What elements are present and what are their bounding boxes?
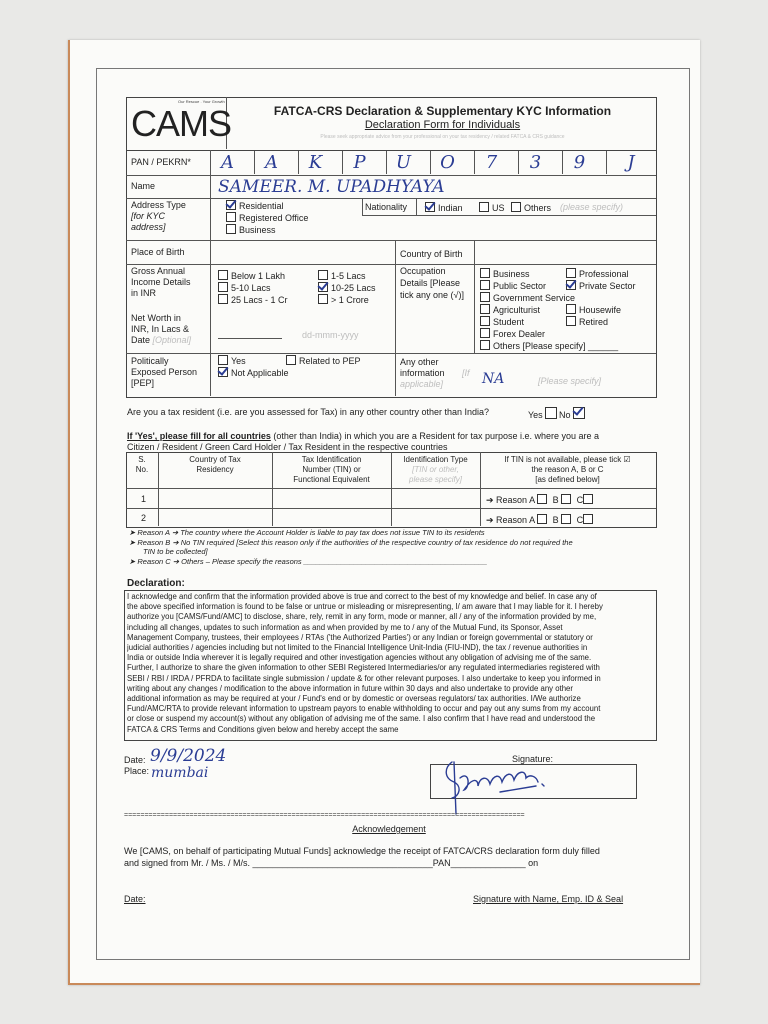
declaration-line: Further, I authorize to share the given information to other SEBI Registered Intermediaries/or any regulated intermediaries registered with [127,663,600,673]
checkbox-icon[interactable] [218,270,228,280]
pan-char[interactable]: A [210,151,244,174]
declaration-line: judicial authorities / agencies including but not limited to the Financial Intelligence Unit-India (FIU-IND), the tax / revenue authorities in [127,643,588,653]
option-label: No [559,410,571,420]
pan-char[interactable]: U [386,151,420,174]
place-of-birth-label: Place of Birth [131,247,185,257]
row-line [126,198,656,199]
option-label: 25 Lacs - 1 Cr [231,295,288,305]
pan-char[interactable]: J [606,151,655,174]
declaration-line: including all changes, updates to such information as and when provided by me to / any of the Mutual Fund, its Sponsor, Asset [127,622,563,632]
signature-label: Signature: [512,754,554,764]
col-line [416,198,417,215]
page-title: FATCA-CRS Declaration & Supplementary KYC Information [273,104,612,118]
other-info-hint: applicable] [400,379,444,389]
pan-char[interactable]: 3 [518,151,552,174]
pep-label: Exposed Person [131,367,198,377]
occupation-label: Details [Please [400,278,461,288]
pan-char[interactable]: 7 [474,151,508,174]
if-yes-text: Citizen / Resident / Green Card Holder / Tax Resident in the respective countries [127,442,448,452]
checkbox-icon[interactable] [479,202,489,212]
reason-label: C [576,495,584,505]
paper-edge [68,983,700,985]
checkbox-icon[interactable] [480,328,490,338]
header-text: Functional Equivalent [293,475,370,484]
checkbox-icon[interactable] [545,407,557,419]
option-label: Government Service [493,293,576,303]
reason-text: Reason B ➔ No TIN required [Select this reason only if the authorities of the respective country of tax residence do not required the [137,538,573,547]
address-label: address] [131,222,166,232]
reason-label: C [576,515,584,525]
occupation-option[interactable] [480,340,618,352]
row-line [126,353,656,354]
checkbox-icon[interactable] [480,316,490,326]
occupation-option[interactable] [480,280,546,292]
date-field[interactable]: 9/9/2024 [150,746,227,766]
income-label: in INR [131,288,157,298]
header-text: S. [138,455,146,464]
option-label: Professional [579,269,629,279]
reason-text: Reason C ➔ Others – Please specify the reasons ____________________________________________ [137,557,488,566]
cams-logo: CAMS [131,103,232,144]
handwritten-signature [440,748,560,820]
country-of-birth-label: Country of Birth [400,249,463,259]
reason-c-note: ➤ Reason C ➔ Others – Please specify the reasons ____________________________________________ [129,557,488,566]
occupation-option[interactable] [480,292,575,304]
checkbox-icon[interactable] [561,514,571,524]
other-info-label: Any other [400,357,439,367]
occupation-label: tick any one (√)] [400,290,464,300]
option-label: Housewife [579,305,622,315]
pep-option[interactable] [218,367,289,379]
col-header-sno [126,455,158,475]
if-yes-text: (other than India) in which you are a Resident for tax purpose i.e. where you are a [270,431,600,441]
networth-field[interactable] [218,338,282,339]
pep-label: Politically [131,356,169,366]
option-label: Retired [579,317,609,327]
place-label: Place: [124,766,150,776]
occupation-option[interactable] [480,268,530,280]
nationality-option[interactable] [425,202,463,214]
tax-yes-option[interactable] [528,407,560,421]
ack-text: and signed from Mr. / Ms. / M/s. ____________________________________PAN_______________ on [124,858,539,868]
occupation-option[interactable] [480,316,524,328]
reason-label: B [552,515,559,525]
pan-char[interactable]: 9 [562,151,596,174]
checkbox-icon[interactable] [480,304,490,314]
header-text: Number (TIN) or [302,465,361,474]
other-info-hint: [If [462,368,470,378]
checkbox-icon[interactable] [226,224,236,234]
reason-b-note: TIN to be collected] [143,547,208,556]
occupation-option[interactable] [480,328,545,340]
col-header-tin [272,455,391,485]
checkbox-icon[interactable] [561,494,571,504]
col-line [474,240,475,353]
checkbox-icon[interactable] [218,282,228,292]
header-text: Country of Tax [189,455,241,464]
nationality-hint: (please specify) [560,202,624,212]
networth-label: INR, In Lacs & [131,324,190,334]
reason-label: ➔ Reason A [486,495,535,505]
nationality-option[interactable] [479,202,505,214]
option-label: 5-10 Lacs [231,283,271,293]
option-label: Public Sector [493,281,547,291]
pan-char[interactable]: K [298,151,332,174]
option-label: US [492,203,505,213]
name-label: Name [131,181,156,191]
declaration-line: I acknowledge and confirm that the information provided above is true and correct to the best of my knowledge and belief. In case any of [127,592,597,601]
declaration-line: writing about any changes / modification to the above information in future within 30 days and also undertake to provide any other [127,683,573,693]
income-option[interactable] [318,282,376,294]
row-line [126,264,656,265]
place-field[interactable]: mumbai [151,765,209,781]
income-option[interactable] [218,270,285,282]
pan-char[interactable]: O [430,151,464,174]
row-line [126,175,656,176]
reason-label: ➔ Reason A [486,515,535,525]
option-label: Related to PEP [299,356,361,366]
ack-date-label: Date: [124,894,146,904]
col-line [395,240,396,264]
checkbox-icon[interactable] [480,280,490,290]
reason-b-note: ➤ Reason B ➔ No TIN required [Select this reason only if the authorities of the respective country of tax residence do not required the [129,538,573,547]
declaration-line: authorize you [CAMS/Fund/AMC] to disclose, share, rely, remit in any form, mode or manner, all / any of the information provided by me, [127,612,597,622]
declaration-line: SEBI / RBI / IRDA / PFRDA to facilitate single submission / update & for other relevant purposes. I also undertake to keep you informed in [127,673,601,683]
declaration-line: FATCA & CRS Terms and Conditions given below and hereby accept the same [127,724,399,734]
pep-label: [PEP] [131,378,155,388]
declaration-line: India or outside India wherever it is legally required and other investigation agencies without any obligation of advising me of the same. [127,653,592,663]
date-label: Date: [124,755,146,765]
option-label: Agriculturist [493,305,541,315]
ack-text: We [CAMS, on behalf of participating Mutual Funds] acknowledge the receipt of FATCA/CRS declaration form duly filled [124,846,600,856]
header-text: please specify] [409,475,462,484]
income-label: Gross Annual [131,266,186,276]
header-text: No. [135,465,149,474]
pep-option[interactable] [286,355,361,367]
networth-label: Net Worth in [131,313,181,323]
tax-resident-question: Are you a tax resident (i.e. are you assessed for Tax) in any other country other than India? [127,407,490,417]
header-text: Identification Type [403,455,468,464]
row-number: 1 [141,494,147,504]
income-option[interactable] [318,294,369,306]
pan-char[interactable]: A [254,151,288,174]
declaration-line: or close or suspend my account(s) without any obligation of advising me of the same. I also confirm that I have read and understood the [127,714,596,724]
checkbox-icon[interactable] [511,202,521,212]
reason-choices[interactable] [486,494,596,506]
checkbox-icon[interactable] [218,294,228,304]
checkbox-icon[interactable] [226,212,236,222]
occupation-option[interactable] [566,316,608,328]
address-option[interactable] [226,212,308,224]
pan-label: PAN / PEKRN* [131,157,191,167]
checkbox-icon[interactable] [318,294,328,304]
checkbox-icon[interactable] [425,202,435,212]
checkbox-icon[interactable] [318,282,328,292]
declaration-line: additional information as may be required at your / Fund's end or by domestic or overseas regulators/ tax authorities. I/We authorize [127,694,581,704]
checkbox-icon[interactable] [566,316,576,326]
checkbox-icon[interactable] [286,355,296,365]
paper-edge [68,40,70,985]
row-number: 2 [141,513,147,523]
option-label: Private Sector [579,281,636,291]
option-label: Yes [528,410,543,420]
checkbox-icon[interactable] [218,367,228,377]
option-label: Yes [231,356,246,366]
option-label: Not Applicable [231,368,289,378]
address-option[interactable] [226,200,284,212]
occupation-label: Occupation [400,266,446,276]
row-line [126,240,656,241]
checkbox-icon[interactable] [583,494,593,504]
declaration-line: Management Company, trustees, their employees / RTAs ('the Authorized Parties') or any Indian or foreign governmental or statutory or [127,632,593,642]
networth-label [131,335,191,346]
option-label: Student [493,317,525,327]
divider: ================================================================================================== [124,812,525,819]
checkbox-icon[interactable] [583,514,593,524]
other-info-hint: [Please specify] [538,376,602,386]
checkbox-icon[interactable] [573,407,585,419]
option-label: Business [493,269,530,279]
col-line [362,198,363,215]
networth-date-label: Date [131,335,151,345]
checkbox-icon[interactable] [480,292,490,302]
header-text: If TIN is not available, please tick ☑ [504,455,631,464]
header-note: Please seek appropriate advice from your professional on your tax residency / related FATCA & CRS guidance [320,134,565,140]
nationality-label: Nationality [365,202,408,212]
col-line [210,150,211,396]
option-label: 1-5 Lacs [331,271,366,281]
occupation-option[interactable] [566,280,636,292]
option-label: Indian [438,203,463,213]
page-subtitle: Declaration Form for Individuals [364,119,521,131]
checkbox-icon[interactable] [480,268,490,278]
income-option[interactable] [218,294,288,306]
reason-choices[interactable] [486,514,596,526]
address-label: [for KYC [131,211,166,221]
col-header-reason [480,455,655,485]
header-text: [TIN or other, [412,465,459,474]
reason-label: B [552,495,559,505]
declaration-text [127,592,654,735]
option-label: Below 1 Lakh [231,271,286,281]
header-text: Residency [196,465,234,474]
reason-a-note: ➤ Reason A ➔ The country where the Account Holder is liable to pay tax does not issue TIN to its residents [129,528,485,537]
pan-char[interactable]: P [342,151,376,174]
header-text: Tax Identification [301,455,362,464]
row-line [362,215,656,216]
checkbox-icon[interactable] [537,494,547,504]
ack-title: Acknowledgement [352,824,426,834]
income-label: Income Details [131,277,191,287]
other-info-field[interactable]: NA [482,371,505,387]
option-label: Residential [239,201,284,211]
col-header-country [158,455,272,475]
checkbox-icon[interactable] [480,340,490,350]
ack-signature-label: Signature with Name, Emp. ID & Seal [473,894,624,904]
declaration-line: Fund/AMC/RTA to provide relevant information to upstream payors to enable withholding to occur and pay out any sums from my account [127,704,601,714]
tax-no-option[interactable] [559,407,588,421]
reason-text: Reason A ➔ The country where the Account Holder is liable to pay tax does not issue TIN to its residents [137,528,485,537]
option-label: 10-25 Lacs [331,283,376,293]
address-label: Address Type [131,200,186,210]
option-label: Forex Dealer [493,329,546,339]
option-label: Others [524,203,552,213]
optional-hint: [Optional] [152,335,192,345]
checkbox-icon[interactable] [566,280,576,290]
declaration-heading: Declaration: [127,578,185,589]
checkbox-icon[interactable] [537,514,547,524]
occupation-option[interactable] [480,304,540,316]
option-label: > 1 Crore [331,295,369,305]
if-yes-lead: If 'Yes', please fill for all countries [127,431,271,441]
option-label: Registered Office [239,213,309,223]
address-option[interactable] [226,224,276,236]
other-info-label: information [400,368,445,378]
name-field[interactable]: SAMEER. M. UPADHYAYA [218,177,445,197]
if-yes-instruction [127,431,657,442]
date-hint: dd-mmm-yyyy [302,330,359,340]
checkbox-icon[interactable] [226,200,236,210]
checkbox-icon[interactable] [566,304,576,314]
declaration-line: the above specified information is found to be false or untrue or misleading or misrepresenting, I/ am aware that I may liable for it. I hereby [127,602,603,612]
occupation-option[interactable] [566,304,621,316]
header-text: [as defined below] [535,475,600,484]
option-label: Business [239,225,276,235]
nationality-option[interactable] [511,202,551,214]
option-label: Others [Please specify] ______ [493,341,619,351]
occupation-option[interactable] [566,268,629,280]
logo-tagline: Our Rescue . Your Growth [178,99,225,104]
header-text: the reason A, B or C [531,465,604,474]
income-option[interactable] [218,282,271,294]
col-header-idtype [391,455,480,485]
